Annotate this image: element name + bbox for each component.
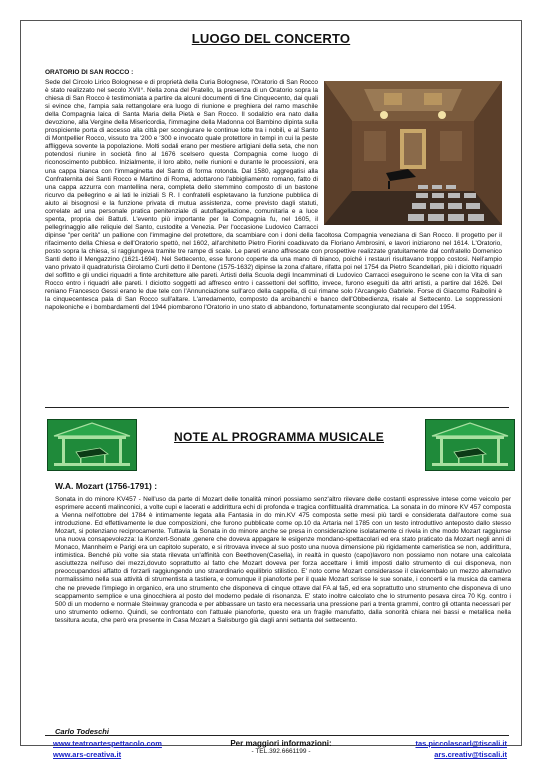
notes-title: NOTE AL PROGRAMMA MUSICALE	[173, 430, 385, 444]
info-title: Per maggiori informazioni:	[230, 739, 332, 748]
page-title: LUOGO DEL CONCERTO	[191, 31, 351, 46]
phone-number: - TEL.392.6661199 -	[251, 748, 311, 755]
section-divider	[45, 407, 509, 408]
website-link-teatro[interactable]: www.teatroartespettacolo.com	[53, 739, 162, 748]
notes-paragraph: Sonata in do minore KV457 - Nell'uso da parte di Mozart delle tonalità minori possiamo senz'altro rilevare delle costanti espressive intese come veicolo per esprimere accenti malinconici, a volte cupi e lacerati e addirittura echi di profonda e tragica conflittualità drammatica. La sonata in do minore KV 457 composta a Vienna nell'ottobre del 1784 è intimamente legata alla Fantasia in do min.KV 475 composta sette mesi più tardi e considerata dall'autore come sua introduzione. Ed effettivamente le due composizioni, che furono pubblicate come op.10 da Artaria nel 1785 con un testo introduttivo anteposto dallo stesso Mozart, si potenziano reciprocamente. Tuttavia la Sonata in do minore anche se presa in considerazione isolatamente ci rivela in che modo Mozart raggiunse una nuova consapevolezza: la Konzert-Sonate ,genere che doveva appagare le esigenze mondano-spettacolari ed era stato praticato da Mozart negli anni di Monaco, Mannheim e Parigi era un capitolo superato, e si ritrovava invece al suo posto una nuova dimensione più rigidamente cameristica se non, addirittura, intimistica. Benché più volte sia stata rilevata un'affinità con Beethoven(Casella), in realtà in questo (capo)lavoro non possiamo non notare una calcolata asciuttezza nell'uso dei mezzi,dovuto soprattutto al fatto che Mozart doveva per forza accettare i limiti imposti dallo strumento di cui disponeva, non preoccupandosi affatto di forzarli raggiungendo uno straordinario equilibrio stilistico. E' noto come Mozart considerasse il clavicembalo un mezzo alternativo normalissimo nella sua attività di strumentista a tastiera, e comunque il pianoforte per il quale Mozart scrisse le sue sonate, i concerti e la musica da camera che ne prevede l'impiego in organico, era uno strumento che disponeva di cinque ottave dal FA al fa5, ed era soprattutto uno strumento che disponeva di uno scappamento semplice e una ginocchiera al posto del moderno pedale di risonanza. E' stato inoltre calcolato che lo strumento pesava circa 70 Kg. contro i 500 di un moderno e normale Steinway grancoda e per abbassare un tasto era necessaria una pressione pari a trenta grammi, contro gli ottanta necessari per uno strumento odierno. Quindi, se confrontato con l'attuale pianoforte, questo era un fragile manufatto, dalla sonorità chiara nei bassi e metallica nella tessitura acuta, che però era presente in Casa Mozart a Salisburgo già dagli anni settanta del settecento.	[55, 496, 511, 624]
oratorio-section	[45, 79, 502, 312]
concert-hall-photo	[324, 81, 502, 225]
contact-info	[201, 739, 361, 755]
footer	[21, 739, 521, 761]
website-link-ars[interactable]: www.ars-creativa.it	[53, 750, 122, 759]
document-page	[20, 20, 522, 759]
concert-hall-photo-image	[324, 81, 502, 225]
email-link-tas[interactable]: tas.piccolascarl@tiscali.it	[415, 739, 507, 748]
footer-divider	[45, 735, 509, 736]
composer-heading: W.A. Mozart (1756-1791) :	[55, 481, 158, 491]
email-link-ars[interactable]: ars.creativ@tiscali.it	[434, 750, 507, 759]
piano-stage-banner-right	[425, 419, 515, 471]
oratorio-paragraph: Sede del Circolo Lirico Bolognese e di proprietà della Curia Bolognese, l'Oratorio di San Rocco è stato realizzato nel secolo XVII°. Nella zona del Pratello, la presenza di un Oratorio sopra la chiesa di San Rocco è testimoniata a partire da alcuni documenti di fine Cinquecento, dai quali si evince che, l'ampia sala rettangolare era luogo di riunione e preghiera del ramo maschile della Compagnia laica di Santa Maria della Pietà e San Rocco. Il sodalizio era nato dalla devozione, alla Vergine della Misericordia, l'immagine della Madonna col Bambino dipinta sulla prospiciente porta di accesso alla città per scongiurare le continue lotte tra i nobili, e al Santo di Montpellier Rocco, vissuto tra '200 e '300 e invocato quale protettore in tempi in cui la peste affliggeva sovente la popolazione. Molti sodali erano per mestiere artigiani della seta, che non potendosi riunire in società fino al 1676 scelsero questa Compagnia come luogo di riconoscimento pubblico. Inizialmente, il loro abito, nelle riunioni e durante le processioni, era una cappa bianca con l'immaginetta del Santo di forma rotonda. Dal 1580, aggregatisi alla Confraternita dei Santi Rocco e Martino di Roma, adottarono l'abbigliamento romano, fatto di una cappa azzurra con mantellina nera, completa dello stemmino composto di un bastone ricurvo da pellegrino e ai lati le iniziali S R. I confratelli espletavano la funzione pubblica di aiuto ai bisognosi e la funzione privata di mutua assistenza, come previsto dagli statuti, correlate ad una personale pratica penitenziale di autoflagellazione, comunitaria e a luce spenta, propria dei Battuti. L'evento più importante per la Compagnia fu, nel 1605, il pellegrinaggio alle reliquie del Santo, custodite a Venezia. Per l'occasione Ludovico Carracci dipinse "per cerità" un pallione con l'immagine del protettore, da scambiare con i doni della facoltosa Compagnia veneziana di San Rocco. Il progetto per il rifacimento della Chiesa e dell'Oratorio spettò, nel 1602, all'architetto Pietro Fiorini coadiuvato da Floriano Ambrosini, e lavori iniziarono nel 1614. L'Oratorio, posto sopra la chiesa, si raggiungeva tramite tre rampe di scale. Le pareti erano affrescate con prospettive realizzate gratuitamente dal confratello Domenico Santi detto il Mengazzino (1621-1694). Nel Settecento, esse furono coperte da una mano di bianco, poiché i restauri risultavano troppo costosi. Nell'ampio vano privato il quadraturista Girolamo Curti detto il Dentone (1575-1632) dipinse la zona d'altare, rifatta poi nel 1754 da Pietro Scandellari, più i diciotto riquadri del soffitto e gli undici riquadri a finte architetture alle pareti. Artisti della Scuola degli Incamminati di Ludovico Carracci eseguirono le scene con la Vita di san Rocco entro i riquadri alle pareti. I diciotto soggetti ad affresco entro i cassettoni del soffitto, invece, furono eseguiti da altri artisti, a partire dal 1626. Del reniano Francesco Gessi erano le due tele con l'Annunciazione sull'arco della cappella, di cui rimane solo l'Arcangelo Gabriele. Forse di Giacomo Raibolini è la cinquecentesca pala di San Rocco sull'altare. L'arredamento, composto da arcibanchi e banco dell'Obbedienza, risale al Settecento. Le soppressioni napoleoniche e i bombardamenti del 1944 piombarono l'Oratorio in uno stato di abbandono, fortunatamente scongiurato dal recupero del 1954.	[45, 79, 502, 312]
piano-stage-icon	[48, 420, 136, 470]
oratorio-heading: ORATORIO DI SAN ROCCO :	[45, 69, 134, 76]
author-signature: Carlo Todeschi	[55, 727, 109, 736]
piano-stage-banner-left	[47, 419, 137, 471]
piano-stage-icon	[426, 420, 514, 470]
